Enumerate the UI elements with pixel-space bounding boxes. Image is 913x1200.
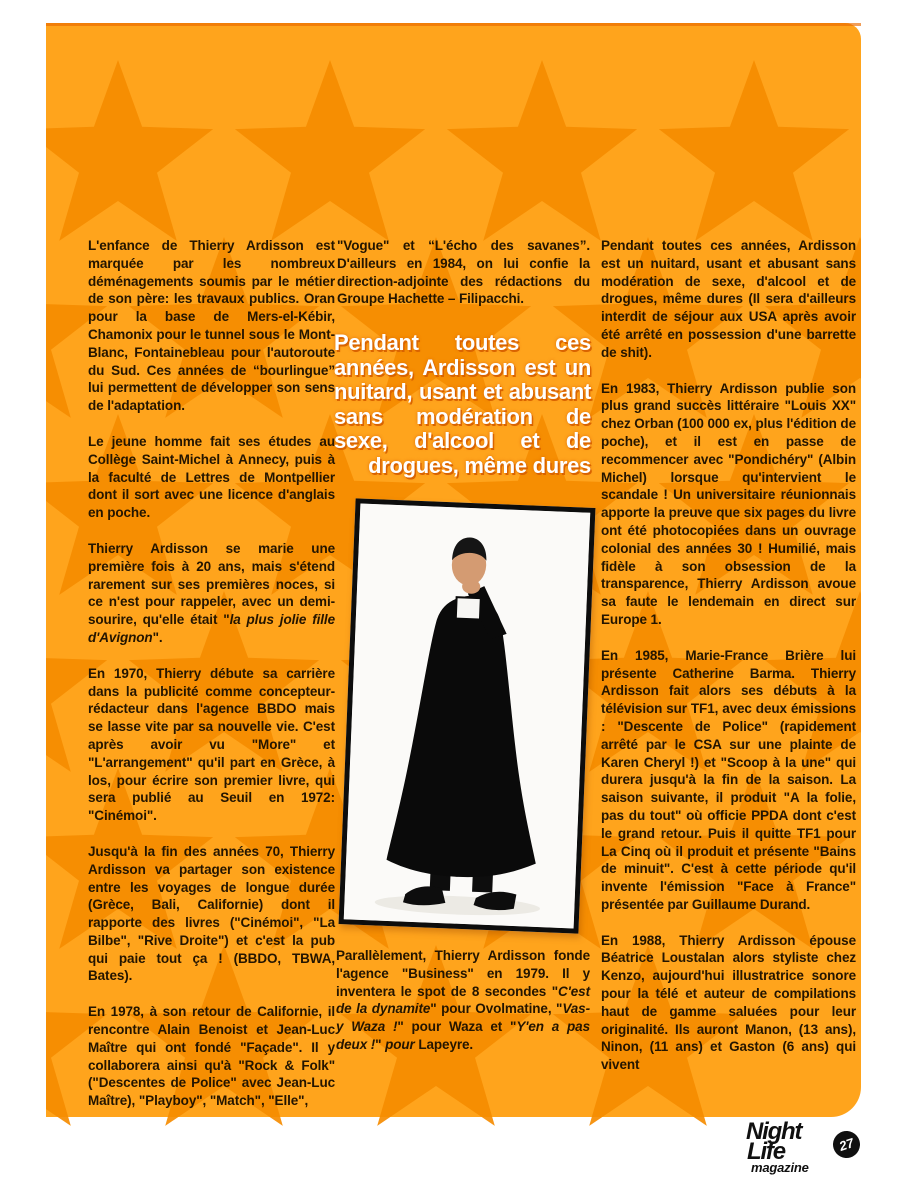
paragraph: En 1985, Marie-France Brière lui présente Catherine Barma. Thierry Ardisson fait alors ses débuts à la télévision sur TF1, avec deux émissions : "Descente de Police" (rapidement arrêté par le CSA sur une plainte de Karen Cheryl !) et "Scoop à la une" qui durera jusqu'à la fin de la saison. La saison suivante, il produit "A la folie, pas du tout" où officie PPDA dont c'est le grand retour. Puis il quitte TF1 pour La Cinq où il produit et présente "Bains de minuit". C'est à cette période qu'il invente l'émission "Face à France" présentée par Guillaume Durand.	[601, 647, 856, 912]
left-column	[88, 237, 335, 1110]
paragraph: Jusqu'à la fin des années 70, Thierry Ardisson va partager son existence entre les voyages de longue durée (Grèce, Bali, Californie) dont il rapporte des livres ("Cinémoi", "La Bilbe", "Rive Droite") et c'est la pub qui paie tout ça ! (BBDO, TBWA, Bates).	[88, 843, 335, 984]
paragraph: "Vogue" et “L'écho des savanes”. D'ailleurs en 1984, on lui confie la direction-adjointe des rédactions du Groupe Hachette – Filipacchi.	[337, 238, 590, 307]
logo-word-life: Life	[747, 1138, 785, 1165]
paragraph: Pendant toutes ces années, Ardisson est un nuitard, usant et abusant sans modération de sexe, d'alcool et de drogues, même dures (Il sera d'ailleurs interdit de séjour aux USA après avoir été arrêté en possession d'une barrette de shit).	[601, 238, 856, 360]
pull-quote: Pendant toutes ces années, Ardisson est un nuitard, usant et abusant sans modération de sexe, d'alcool et de drogues, même dures	[334, 330, 591, 478]
logo-word-night: Night	[746, 1118, 802, 1145]
right-column	[601, 237, 856, 1074]
paragraph: En 1983, Thierry Ardisson publie son plus grand succès littéraire "Louis XX" chez Orban (100 000 ex, plus l'édition de poche), et il est en passe de recommencer avec "Pondichéry" (Albin Michel) lorsque qu'intervient le scandale ! Un universitaire réunionnais apporte la preuve que six pages du livre ont été photocopiées dans un ouvrage colonial des années 30 ! Humilié, mais fidèle à son obsession de la transparence, Thierry Ardisson avoue sa faute le lendemain en direct sur Europe 1.	[601, 380, 856, 627]
middle-column-top	[337, 237, 590, 308]
paragraph: L'enfance de Thierry Ardisson est marquée par les nombreux déménagements soumis par le métier de son père: les travaux publics. Oran pour la base de Mers-el-Kébir, Chamonix pour le tunnel sous le Mont-Blanc, Fontainebleau pour l'autoroute du Sud. Ces années de “bourlingue” lui permettent de développer son sens de l'adaptation.	[88, 238, 335, 414]
page-number: 27	[837, 1135, 856, 1154]
middle-column-bottom	[336, 947, 590, 1054]
nightlife-magazine-logo	[746, 1120, 809, 1174]
cassock-figure-illustration	[344, 504, 591, 929]
paragraph: Le jeune homme fait ses études au Collège Saint-Michel à Annecy, puis à la faculté de Lettres de Montpellier dont il sort avec une licence d'anglais en poche.	[88, 433, 335, 521]
paragraph: En 1978, à son retour de Californie, il rencontre Alain Benoist et Jean-Luc Maître qui ont fondé "Façade". Il y collaborera ainsi qu'à "Rock & Folk" ("Descentes de Police" avec Jean-Luc Maître), "Playboy", "Match", "Elle",	[88, 1004, 335, 1109]
paragraph: En 1988, Thierry Ardisson épouse Béatrice Loustalan alors styliste chez Kenzo, aujourd'hui illustratrice sonore pour la télé et auteur de compilations haut de gamme saluées pour leur originalité. Ils auront Manon, (13 ans), Ninon, (11 ans) et Gaston (6 ans) qui vivent	[601, 932, 856, 1073]
paragraph: En 1970, Thierry débute sa carrière dans la publicité comme concepteur-rédacteur dans l'agence BBDO mais se lasse vite par sa nouvelle vie. C'est après avoir vu "More" et "L'arrangement" qu'il part en Grèce, à los, pour écrire son premier livre, qui sera publié au Seuil en 1972: "Cinémoi".	[88, 665, 335, 824]
paragraph: Thierry Ardisson se marie une première fois à 20 ans, mais s'étend rarement sur ses premières noces, si ce n'est pour rappeler, avec un demi-sourire, qu'elle était "la plus jolie fille d'Avignon".	[88, 540, 335, 645]
logo-word-magazine: magazine	[751, 1160, 809, 1175]
paragraph: Parallèlement, Thierry Ardisson fonde l'agence "Business" en 1979. Il y inventera le spot de 8 secondes "C'est de la dynamite" pour Ovolmatine, "Vas-y Waza !" pour Waza et "Y'en a pas deux !" pour Lapeyre.	[336, 948, 590, 1052]
portrait-photo	[339, 498, 596, 933]
